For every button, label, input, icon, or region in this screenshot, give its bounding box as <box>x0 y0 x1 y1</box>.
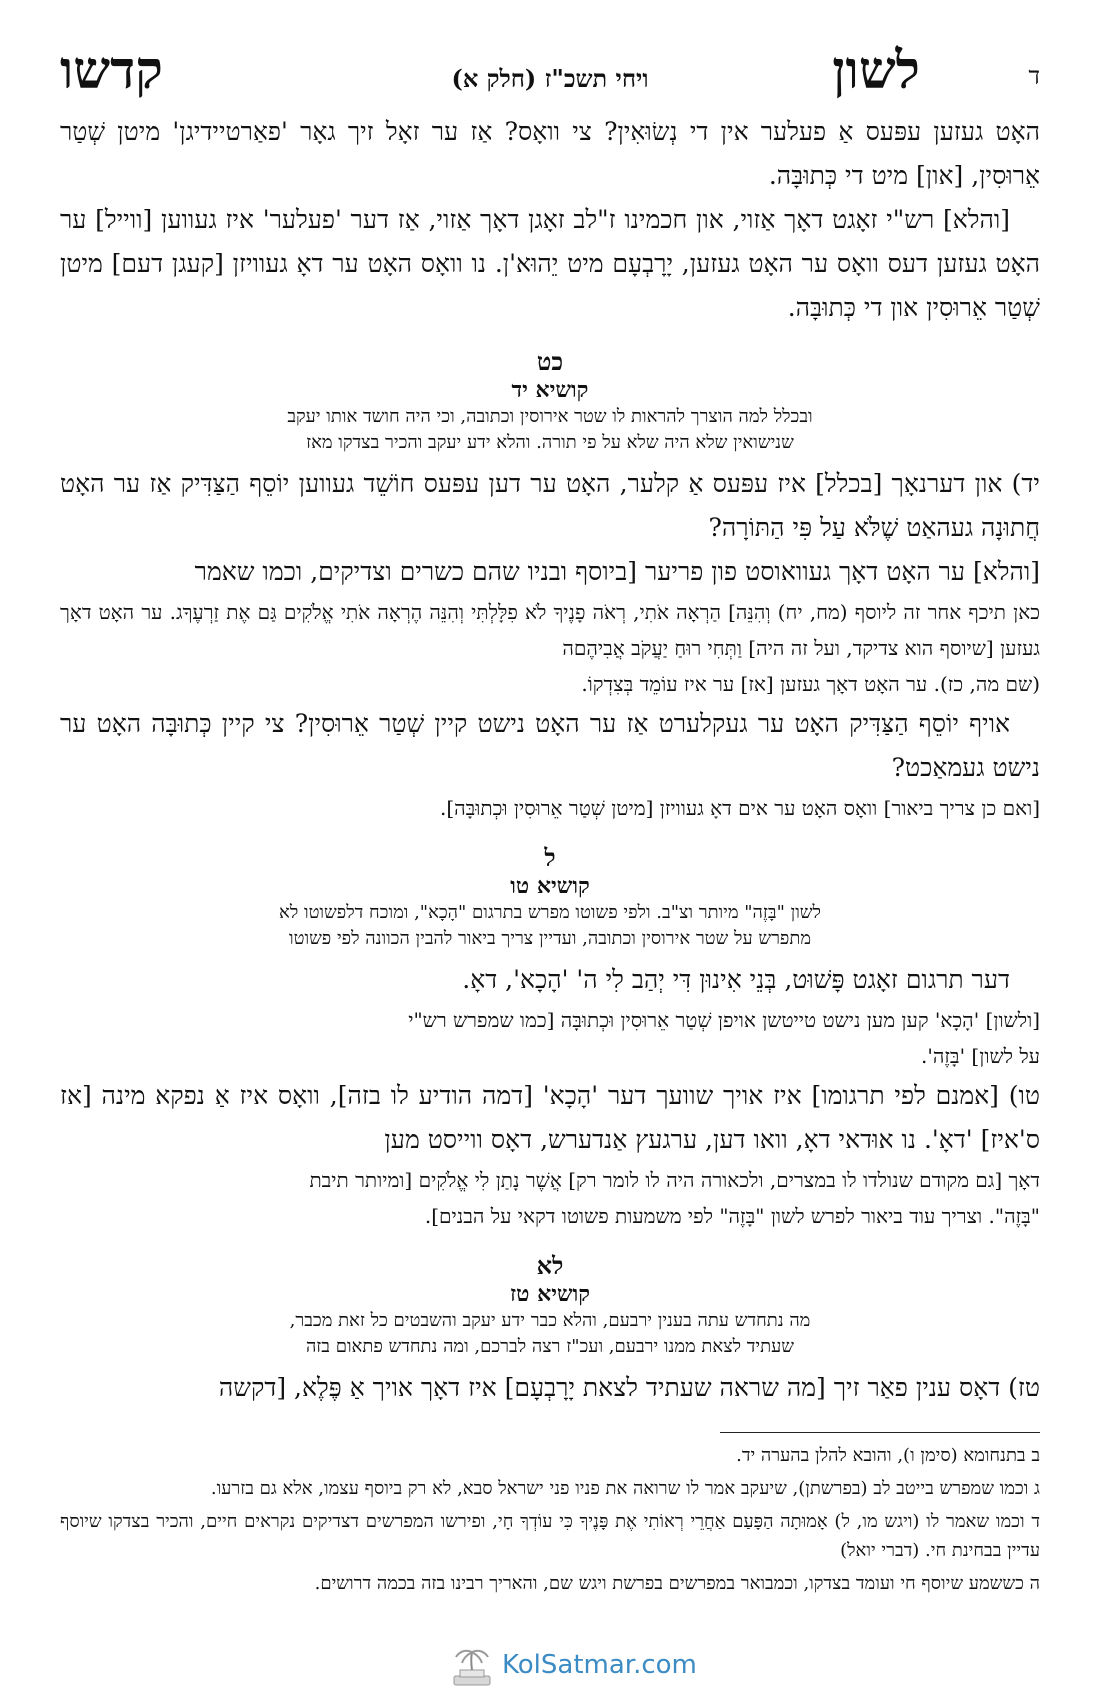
section-number: ל <box>544 843 556 872</box>
body-paragraph: [ואם כן צריך ביאור] וואָס האָט ער אים דאָ געוויזן [מיטן שְׁטַר אֵרוּסִין וּכְתוּבָּה]. <box>440 796 1040 820</box>
running-title-right: לשון <box>832 40 920 101</box>
section-number: כט <box>536 347 564 376</box>
section-summary: ובכלל למה הוצרך להראות לו שטר אירוסין וכתובה, וכי היה חושד אותו יעקב <box>287 406 813 427</box>
page-letter: ד <box>1028 62 1040 90</box>
section-title: קושיא טז <box>510 1281 590 1307</box>
body-paragraph: [והלא] ער האָט דאָך געוואוסט פון פריער [ביוסף ובניו שהם כשרים וצדיקים, וכמו שאמר <box>194 557 1040 586</box>
body-paragraph: [והלא] רש"י זאָגט דאָך אַזוי, און חכמינו ז"לב זאָגן דאָך אַזוי, אַז דער 'פעלער' איז געווען [ווייל] ער האָט געזען דעס וואָס ער האָט געזען, יָרָבְעָם מיט יֵהוּא'ן. נו וואָס האָט ער דאָ געוויזן [קעגן דעם] מיטן שְׁטַר אֵרוּסִין און די כְּתוּבָּה. <box>60 205 1040 322</box>
section-heading <box>60 1252 1040 1360</box>
footnote: ה כששמע שיוסף חי ועומד בצדקו, וכמבואר במפרשים בפרשת ויגש שם, והאריך רבינו בזה בכמה דרושים. <box>314 1573 1040 1594</box>
section-title: קושיא טו <box>510 873 590 899</box>
body-paragraph: טז) דאָס ענין פאַר זיך [מה שראה שעתיד לצאת יָרָבְעָם] איז דאָך אויך אַ פֶּלֶא, [דקשה <box>218 1373 1040 1402</box>
body-paragraph: כאן תיכף אחר זה ליוסף (מח, יח) וְהִנֵּה] הַרְאָה אֹתִי, רְאֹה פָנֶיךָ לֹא פִלָּלְתִּי וְהִנֵּה הֶרְאָה אֹתִי אֱלֹקִים גַּם אֶת זַרְעֶךָג. ער האָט דאָך געזען [שיוסף הוא צדיקד, ועל זה היה] וַתְּחִי רוּחַ יַעֲקֹב אֲבִיהֶםה <box>60 600 1040 660</box>
body-paragraph: דער תרגום זאָגט פָּשׁוּט, בְּנֵי אִינוּן דִּי יְהַב לִי ה' 'הָכָא', דאָ. <box>462 965 1010 994</box>
section-summary: שעתיד לצאת ממנו ירבעם, ועכ"ז רצה לברכם, ומה נתחדש פתאום בזה <box>305 1336 795 1357</box>
section-heading <box>60 844 1040 952</box>
body-paragraph: (שם מה, כז). ער האָט דאָך געזען [אז] ער איז עוֹמֵד בְּצִדְקוֹ. <box>581 672 1040 696</box>
body-paragraph: [ולשון] 'הָכָא' קען מען נישט טייטשן אויפן שְׁטַר אֵרוּסִין וּכְתוּבָּה [כמו שמפרש רש"י <box>408 1008 1040 1032</box>
section-summary: לשון "בָּזֶה" מיותר וצ"ב. ולפי פשוטו מפרש בתרגום "הָכָא", ומוכח דלפשוטו לא <box>279 902 821 923</box>
running-title-left: קדשו <box>60 40 163 101</box>
section-heading <box>60 348 1040 456</box>
body-paragraph: יד) און דערנאָך [בכלל] איז עפּעס אַ קלער, האָט ער דען עפּעס חוֹשֵׁד געווען יוֹסֵף הַצַּדִּיק אַז ער האָט חֲתוּנָה געהאַט שֶׁלֹּא עַל פִּי הַתּוֹרָה? <box>60 469 1040 542</box>
body-paragraph: טו) [אמנם לפי תרגומו] איז אויך שוועך דער 'הָכָא' [דמה הודיע לו בזה], וואָס איז אַ נפקא מינה [אז ס'איז] 'דאָ'. נו אוּדאי דאָ, וואו דען, ערגעץ אַנדערש, דאָס ווייסט מען <box>60 1081 1040 1154</box>
body-paragraph: דאָך [גם מקודם שנולדו לו במצרים, ולכאורה היה לו לומר רק] אֲשֶׁר נָתַן לִי אֱלֹקִים [ומיותר תיבת <box>309 1168 1040 1192</box>
footnote: ד וכמו שאמר לו (ויגש מו, ל) אָמוּתָה הַפָּעַם אַחֲרֵי רְאוֹתִי אֶת פָּנֶיךָ כִּי עוֹדְךָ חָי, ופירשו המפרשים דצדיקים נקראים חיים, והכיר בצדקו שיוסף עדיין בבחינת חי. (דברי יואל) <box>60 1511 1040 1561</box>
footnote: ג וכמו שמפרש בייטב לב (בפרשתן), שיעקב אמר לו שרואה את פניו פני ישראל סבא, לא רק ביוסף עצמו, אלא גם בזרעו. <box>210 1478 1040 1499</box>
body-paragraph: על לשון] 'בָּזֶה'. <box>921 1044 1040 1068</box>
running-subtitle: ויחי תשכ"ז (חלק א) <box>451 64 649 93</box>
body-paragraph: אויף יוֹסֵף הַצַּדִּיק האָט ער געקלערט אַז ער האָט נישט קיין שְׁטַר אֵרוּסִין? צי קיין כְּתוּבָּה האָט ער נישט געמאַכט? <box>60 709 1040 782</box>
section-summary: מתפרש על שטר אירוסין וכתובה, ועדיין צריך ביאור להבין הכוונה לפי פשוטו <box>288 928 812 949</box>
body-paragraph: האָט געזען עפּעס אַ פעלער אין די נְשׂוּאִין? צי וואָס? אַז ער זאָל זיך גאָר 'פאַרטיידיגן' מיטן שְׁטַר אֵרוּסִין, [און] מיט די כְּתוּבָּה. <box>60 117 1040 190</box>
palm-tree-icon <box>450 1646 494 1686</box>
watermark-logo <box>450 1646 710 1686</box>
body-paragraph: "בָּזֶה". וצריך עוד ביאור לפרש לשון "בָּזֶה" לפי משמעות פשוטו דקאי על הבנים]. <box>424 1204 1040 1228</box>
document-page <box>60 40 1040 1680</box>
page-header <box>60 40 1040 110</box>
section-number: לא <box>536 1251 564 1280</box>
section-summary: מה נתחדש עתה בענין ירבעם, והלא כבר ידע יעקב והשבטים כל זאת מכבר, <box>289 1310 811 1331</box>
footnote: ב בתנחומא (סימן ו), והובא להלן בהערה יד. <box>736 1445 1040 1466</box>
section-summary: שנישואין שלא היה שלא על פי תורה. והלא ידע יעקב והכיר בצדקו מאז <box>306 432 794 453</box>
section-title: קושיא יד <box>511 377 589 403</box>
watermark-text: KolSatmar.com <box>502 1650 697 1680</box>
footnote-separator <box>720 1432 1040 1433</box>
